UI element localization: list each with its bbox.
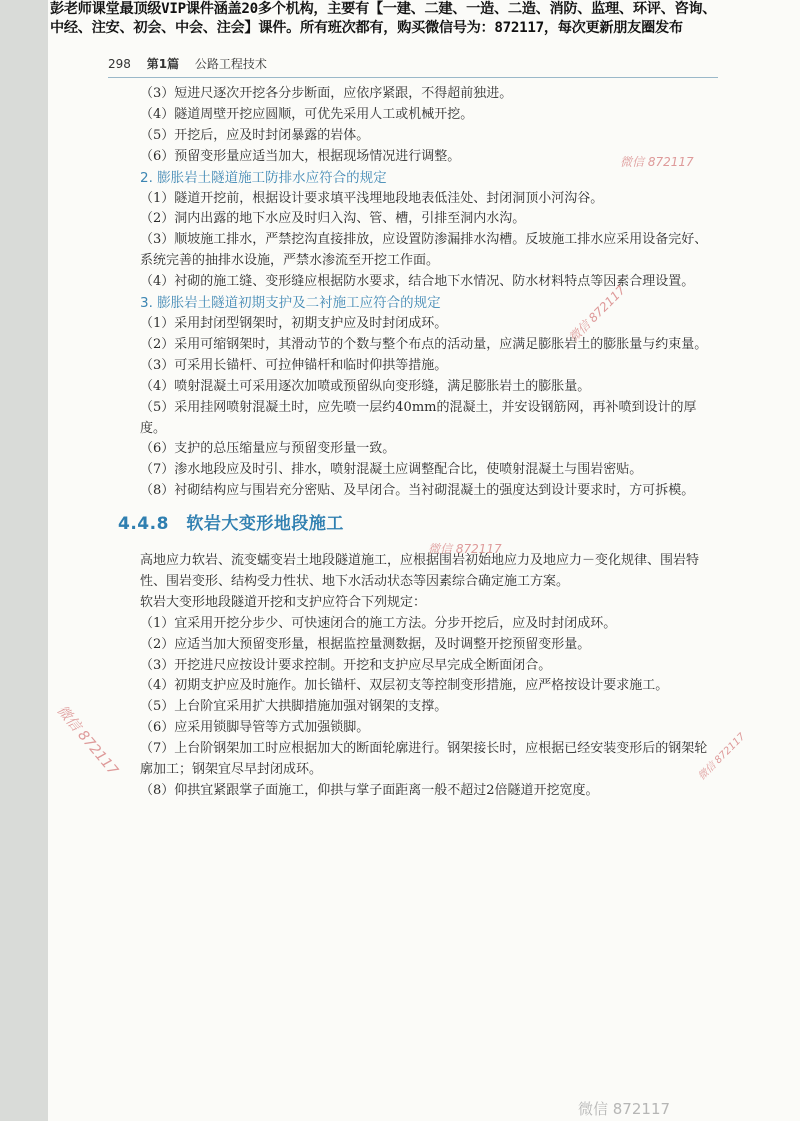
paragraph: （6）应采用锁脚导管等方式加强锁脚。 — [140, 720, 370, 736]
subsection-heading: 2. 膨胀岩土隧道施工防排水应符合的规定 — [140, 169, 387, 186]
part-label: 第1篇 — [146, 57, 180, 71]
paragraph: （6）预留变形量应适当加大，根据现场情况进行调整。 — [140, 148, 461, 164]
banner-line-1: 彭老师课堂最顶级VIP课件涵盖20多个机构，主要有【一建、二建、一造、二造、消防、监理、环评、咨询、 — [50, 1, 717, 17]
paragraph: （8）衬砌结构应与围岩充分密贴、及早闭合。当衬砌混凝土的强度达到设计要求时，方可拆模。 — [140, 483, 695, 499]
running-header — [108, 55, 718, 78]
section-heading: 4.4.8 软岩大变形地段施工 — [118, 514, 344, 535]
paragraph: （1）隧道开挖前，根据设计要求填平浅埋地段地表低洼处、封闭洞顶小河沟谷。 — [140, 190, 604, 206]
page-number: 298 — [108, 57, 131, 71]
paragraph: （1）宜采用开挖分步少、可快速闭合的施工方法。分步开挖后，应及时封闭成环。 — [140, 615, 617, 631]
watermark: 微信 872117 — [620, 155, 694, 169]
ad-banner — [0, 0, 800, 40]
paragraph: （3）短进尺逐次开挖各分步断面，应依序紧跟，不得超前独进。 — [140, 86, 513, 101]
paragraph: （3）开挖进尺应按设计要求控制。开挖和支护应尽早完成全断面闭合。 — [140, 657, 552, 673]
part-title: 公路工程技术 — [194, 57, 267, 71]
paragraph: （4）衬砌的施工缝、变形缝应根据防水要求，结合地下水情况、防水材料特点等因素合理设置。 — [140, 274, 695, 290]
watermark: 微信 872117 — [428, 542, 502, 556]
paragraph: （3）顺坡施工排水，严禁挖沟直接排放，应设置防渗漏排水沟槽。反坡施工排水应采用设备完好、系统完善的抽排水设施，严禁水渗流至开挖工作面。 — [140, 232, 708, 269]
paragraph: （7）渗水地段应及时引、排水，喷射混凝土应调整配合比，使喷射混凝土与围岩密贴。 — [140, 462, 643, 478]
paragraph: （8）仰拱宜紧跟掌子面施工，仰拱与掌子面距离一般不超过2倍隧道开挖宽度。 — [140, 783, 599, 798]
paragraph: （2）洞内出露的地下水应及时归入沟、管、槽，引排至洞内水沟。 — [140, 211, 526, 227]
paragraph: 软岩大变形地段隧道开挖和支护应符合下列规定： — [140, 594, 427, 610]
paragraph: （6）支护的总压缩量应与预留变形量一致。 — [140, 441, 396, 457]
paragraph: （2）采用可缩钢架时，其滑动节的个数与整个布点的活动量，应满足膨胀岩土的膨胀量与约束量。 — [140, 336, 708, 352]
watermark: 微信 872117 — [578, 1100, 671, 1118]
paragraph: （2）应适当加大预留变形量，根据监控量测数据，及时调整开挖预留变形量。 — [140, 636, 591, 652]
paragraph: （7）上台阶钢架加工时应根据加大的断面轮廓进行。钢架接长时，应根据已经安装变形后的钢架轮廓加工；钢架宜尽早封闭成环。 — [140, 741, 708, 778]
paragraph: 高地应力软岩、流变蠕变岩土地段隧道施工，应根据围岩初始地应力及地应力－变化规律、围岩特性、围岩变形、结构受力性状、地下水活动状态等因素综合确定施工方案。 — [140, 553, 700, 589]
paragraph: （5）开挖后，应及时封闭暴露的岩体。 — [140, 127, 370, 143]
paragraph: （1）采用封闭型钢架时，初期支护应及时封闭成环。 — [140, 315, 448, 331]
paragraph: （4）喷射混凝土可采用逐次加喷或预留纵向变形缝，满足膨胀岩土的膨胀量。 — [140, 378, 591, 394]
banner-line-2: 中经、注安、初会、中会、注会】课件。所有班次都有，购买微信号为：872117，每次更新朋友圈发布 — [50, 20, 683, 36]
watermark: 微信 872117 — [53, 702, 121, 779]
paragraph: （5）上台阶宜采用扩大拱脚措施加强对钢架的支撑。 — [140, 699, 448, 715]
subsection-heading: 3. 膨胀岩土隧道初期支护及二衬施工应符合的规定 — [140, 295, 441, 312]
watermark: 微信 872117 — [696, 731, 748, 783]
paragraph: （3）可采用长锚杆、可拉伸锚杆和临时仰拱等措施。 — [140, 357, 448, 373]
paragraph: （4）初期支护应及时施作。加长锚杆、双层初支等控制变形措施，应严格按设计要求施工。 — [140, 678, 669, 694]
paragraph: （5）采用挂网喷射混凝土时，应先喷一层约40mm的混凝土，并安设钢筋网，再补喷到设计的厚度。 — [140, 399, 697, 436]
page-body — [118, 84, 718, 802]
paragraph: （4）隧道周壁开挖应圆顺，可优先采用人工或机械开挖。 — [140, 106, 474, 122]
watermark: 微信 872117 — [566, 282, 629, 345]
